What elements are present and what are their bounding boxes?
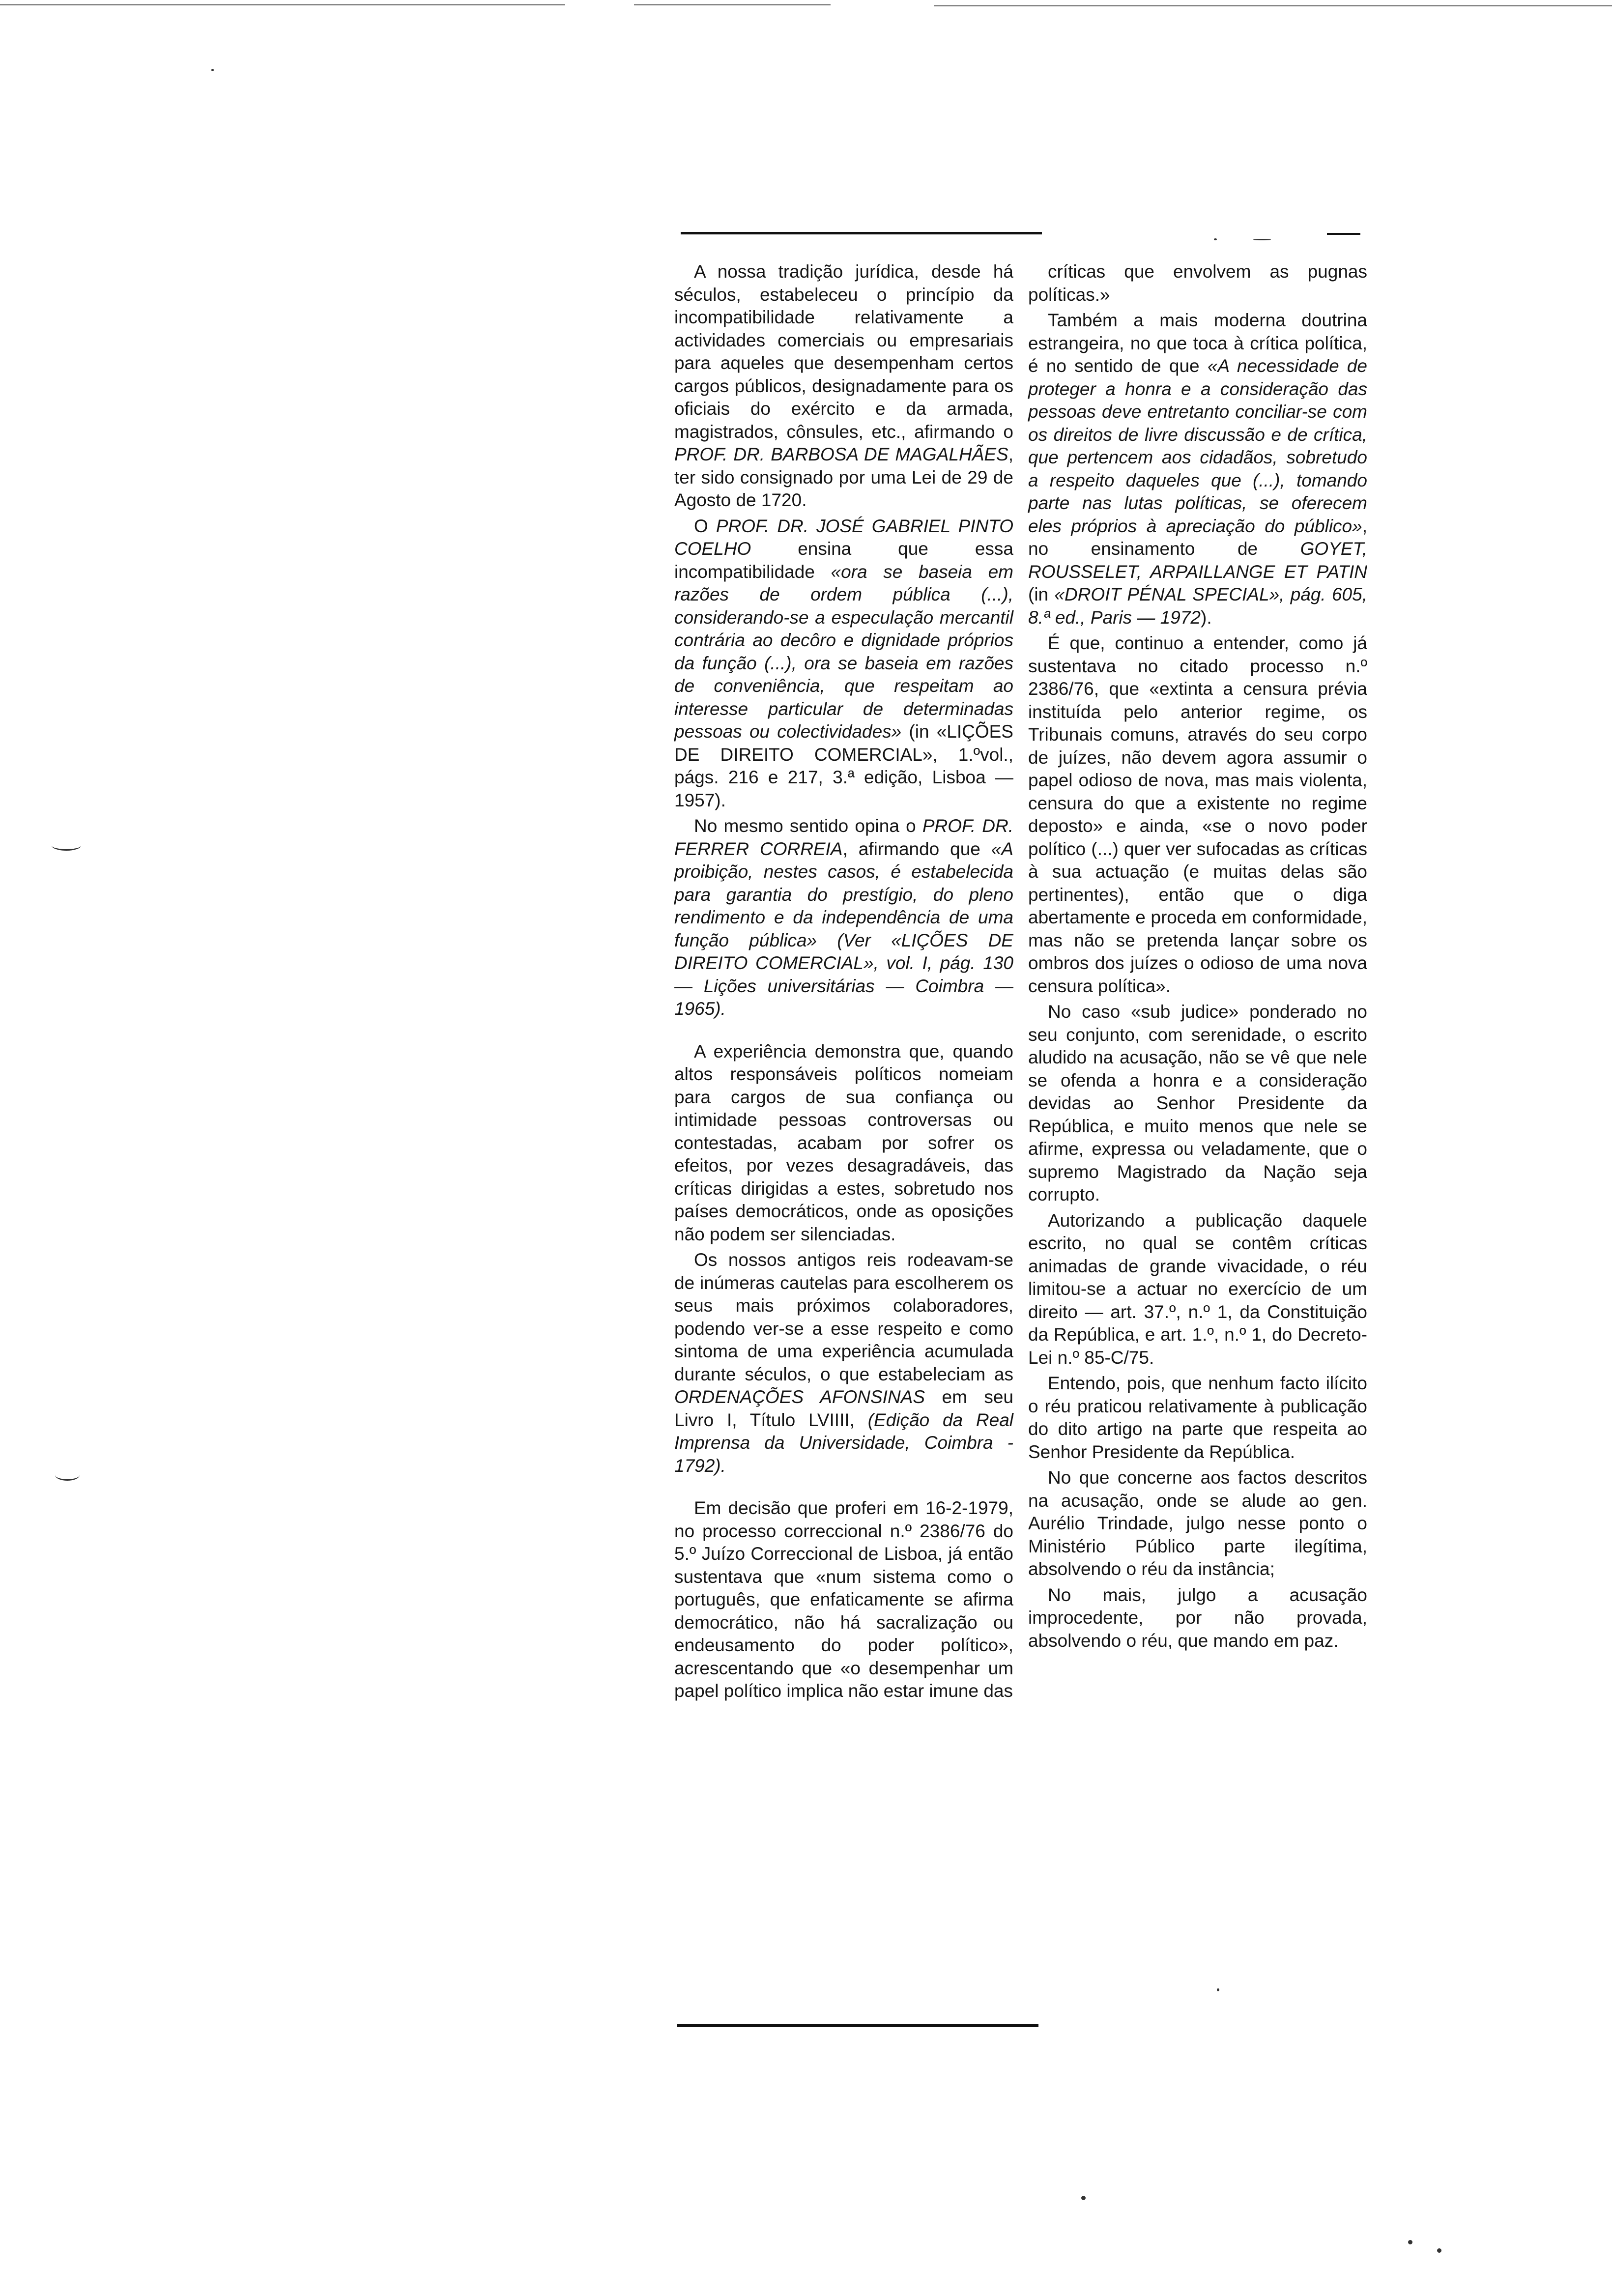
text-run: Entendo, pois, que nenhum facto ilícito o réu praticou relativamente à publicação do dito artigo na parte que respeita ao Senhor Presidente da República.	[1028, 1373, 1367, 1462]
text-run: , ter sido consignado por uma Lei de 29 de Agosto de 1720.	[674, 444, 1013, 510]
text-run: críticas que envolvem as pugnas políticas.»	[1028, 261, 1367, 305]
paragraph	[674, 260, 1013, 512]
text-column-right	[1028, 260, 1367, 1652]
scan-speck	[211, 69, 214, 71]
italic-text-run: (Edição da Real Imprensa da Universidade, Coimbra - 1792).	[674, 1409, 1014, 1476]
paragraph	[1028, 1466, 1367, 1581]
text-run: No caso «sub judice» ponderado no seu conjunto, com serenidade, o escrito aludido na acusação, não se vê que nele se ofenda a honra e a consideração devidas ao Senhor Presidente da República, e muito menos que nele se afirme, expressa ou veladamente, que o supremo Magistrado da Nação seja corrupto.	[1028, 1002, 1367, 1205]
paragraph	[1028, 1372, 1367, 1464]
text-run: Também a mais moderna doutrina estrangeira, no que toca à crítica política, é no sentido de que	[1028, 310, 1367, 376]
italic-text-run: «DROIT PÉNAL SPECIAL», pág. 605, 8.ª ed., Paris — 1972	[1028, 584, 1367, 628]
margin-mark	[55, 1469, 80, 1481]
paragraph	[1028, 309, 1367, 629]
scan-speck	[1437, 2248, 1441, 2253]
text-run: ).	[1201, 607, 1212, 628]
scan-edge-line	[934, 5, 1612, 6]
text-run: (in «LIÇÕES DE DIREITO COMERCIAL», 1.ºvol., págs. 216 e 217, 3.ª edição, Lisboa — 1957).	[674, 721, 1013, 810]
italic-text-run: PROF. DR. BARBOSA DE MAGALHÃES	[674, 444, 1008, 464]
text-run: É que, continuo a entender, como já sustentava no citado processo n.º 2386/76, que «extinta a censura prévia instituída pelo anterior regime, os Tribunais comuns, através do seu corpo de juízes, não devem agora assumir o papel odioso de nova, mas mais violenta, censura do que a existente no regime deposto» e ainda, «se o novo poder político (...) quer ver sufocadas as críticas à sua actuação (e muitas delas são pertinentes), então que o diga abertamente e proceda em conformidade, mas não se pretenda lançar sobre os ombros dos juízes o odioso de uma nova censura política».	[1028, 633, 1367, 996]
text-run: Em decisão que proferi em 16-2-1979, no processo correccional n.º 2386/76 do 5.º Juízo Correccional de Lisboa, já então sustentava que «num sistema como o português, que enfaticamente se afirma democrático, não há sacralização ou endeusamento do poder político», acrescentando que «o desempenhar um papel político implica não estar imune das	[674, 1498, 1013, 1701]
text-run: O	[694, 516, 716, 536]
scan-speck	[1214, 238, 1217, 240]
scan-edge-line	[0, 4, 565, 5]
paragraph	[1028, 1001, 1367, 1206]
text-run: (in	[1028, 584, 1055, 604]
top-rule-short	[1327, 233, 1360, 235]
text-run: , no ensinamento de	[1028, 516, 1367, 559]
scan-speck	[1253, 239, 1271, 240]
text-run: , afirmando que	[842, 838, 991, 859]
text-run: A experiência demonstra que, quando altos responsáveis políticos nomeiam para cargos de sua confiança ou intimidade pessoas controversas ou contestadas, acabam por sofrer os efeitos, por vezes desagradáveis, das críticas dirigidas a estes, sobretudo nos países democráticos, onde as oposições não podem ser silenciadas.	[674, 1041, 1013, 1244]
margin-mark	[52, 840, 81, 851]
top-rule	[681, 232, 1042, 234]
paragraph	[674, 515, 1013, 812]
text-run: ensina que essa incompatibilidade	[674, 539, 1013, 582]
text-run: No mesmo sentido opina o	[694, 816, 922, 836]
bottom-rule	[677, 2024, 1038, 2027]
text-run: Os nossos antigos reis rodeavam-se de inúmeras cautelas para escolherem os seus mais próximos colaboradores, podendo ver-se a esse respeito e como sintoma de uma experiência acumulada durante séculos, o que estabeleciam as	[674, 1250, 1013, 1384]
scan-speck	[1217, 1988, 1219, 1991]
paragraph	[1028, 260, 1367, 306]
scan-edge-line	[634, 4, 831, 5]
italic-text-run: «A proibição, nestes casos, é estabelecida para garantia do prestígio, do pleno rendimento e da independência de uma função pública» (Ver «LIÇÕES DE DIREITO COMERCIAL», vol. I, pág. 130 — Lições universitárias — Coimbra — 1965).	[674, 838, 1013, 1019]
scan-speck	[1081, 2196, 1086, 2200]
italic-text-run: PROF. DR. JOSÉ GABRIEL PINTO COELHO	[674, 516, 1013, 559]
text-run: em seu Livro I, Título LVIIII,	[674, 1387, 1013, 1430]
paragraph	[674, 1249, 1013, 1477]
text-run: Autorizando a publicação daquele escrito, no qual se contêm críticas animadas de grande vivacidade, o réu limitou-se a actuar no exercício de um direito — art. 37.º, n.º 1, da Constituição da República, e art. 1.º, n.º 1, do Decreto-Lei n.º 85-C/75.	[1028, 1210, 1367, 1368]
scan-speck	[1408, 2240, 1412, 2244]
text-column-left	[674, 260, 1013, 1703]
text-run: No mais, julgo a acusação improcedente, por não provada, absolvendo o réu, que mando em paz.	[1028, 1584, 1367, 1651]
italic-text-run: PROF. DR. FERRER CORREIA	[674, 816, 1013, 859]
paragraph	[674, 1040, 1013, 1246]
italic-text-run: «A necessidade de proteger a honra e a consideração das pessoas deve entretanto conciliar-se com os direitos de livre discussão e de crítica, que pertencem aos cidadãos, sobretudo a respeito daqueles que (...), tomando parte nas lutas políticas, se oferecem eles próprios à apreciação do público»	[1028, 356, 1367, 536]
paragraph	[674, 1497, 1013, 1703]
text-run: A nossa tradição jurídica, desde há séculos, estabeleceu o princípio da incompatibilidade relativamente a actividades comerciais ou empresariais para aqueles que desempenham certos cargos públicos, designadamente para os oficiais do exército e da armada, magistrados, cônsules, etc., afirmando o	[674, 261, 1013, 442]
paragraph	[1028, 1584, 1367, 1653]
italic-text-run: GOYET, ROUSSELET, ARPAILLANGE ET PATIN	[1028, 539, 1367, 582]
text-run: No que concerne aos factos descritos na acusação, onde se alude ao gen. Aurélio Trindade, julgo nesse ponto o Ministério Público parte ilegítima, absolvendo o réu da instância;	[1028, 1467, 1367, 1579]
italic-text-run: «ora se baseia em razões de ordem pública (...), considerando-se a especulação mercantil contrária ao decôro e dignidade próprios da função (...), ora se baseia em razões de conveniência, que respeitam ao interesse particular de determinadas pessoas ou colectividades»	[674, 561, 1014, 742]
paragraph	[1028, 1209, 1367, 1370]
paragraph	[674, 815, 1013, 1021]
italic-text-run: ORDENAÇÕES AFONSINAS	[674, 1387, 925, 1407]
paragraph	[1028, 632, 1367, 998]
